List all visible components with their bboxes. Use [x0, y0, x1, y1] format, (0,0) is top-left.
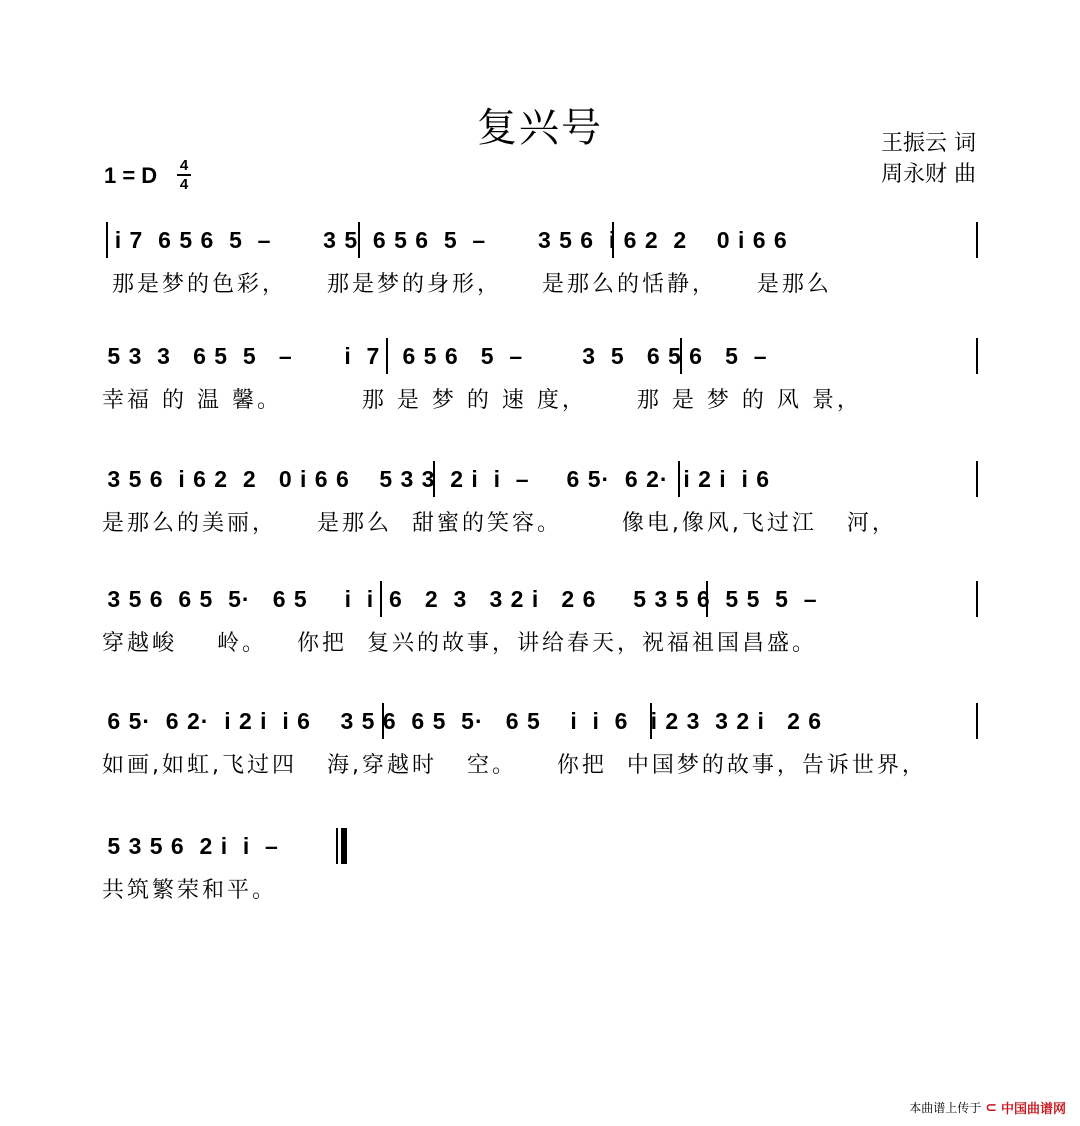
lyrics: 穿越峻 岭。 你把 复兴的故事，讲给春天，祝福祖国昌盛。	[102, 631, 817, 656]
song-title: 复兴号	[477, 105, 603, 151]
score-line-4	[100, 575, 990, 665]
final-barline	[341, 828, 347, 864]
notation: 3 5 6 i 6 2 2 0 i 6 6 5 3 3 2 i i – 6 5· 6 2· i 2 i i 6	[100, 466, 771, 492]
score-line-2	[100, 332, 990, 422]
time-denominator: 4	[179, 176, 189, 193]
notation: 3 5 6 6 5 5· 6 5 i i 6 2 3 3 2 i 2 6 5 3 5 6 5 5 5 –	[100, 586, 818, 612]
lyrics: 共筑繁荣和平。	[102, 878, 278, 903]
footer-text: 本曲谱上传于	[909, 1101, 982, 1115]
lyrics: 那是梦的色彩， 那是梦的身形， 是那么的恬静， 是那么	[102, 272, 832, 297]
notation: i 7 6 5 6 5 – 3 5 6 5 6 5 – 3 5 6 i 6 2 2 0 i 6 6	[100, 227, 788, 253]
lyrics: 幸福 的 温 馨。 那 是 梦 的 速 度， 那 是 梦 的 风 景，	[102, 388, 862, 413]
footer-site[interactable]: 中国曲谱网	[1000, 1102, 1066, 1117]
lyricist: 王振云 词	[881, 131, 976, 156]
composer: 周永财 曲	[881, 162, 976, 187]
site-logo-icon: ⊂	[985, 1099, 997, 1116]
score-line-5	[100, 697, 990, 787]
notation: 5 3 3 6 5 5 – i 7 6 5 6 5 – 3 5 6 5 6 5 –	[100, 343, 768, 369]
lyrics: 如画,如虹,飞过四 海,穿越时 空。 你把 中国梦的故事，告诉世界，	[102, 753, 927, 778]
score-line-6	[100, 822, 990, 912]
notation: 5 3 5 6 2 i i –	[100, 833, 279, 859]
key-signature: 1 = D	[104, 163, 158, 188]
credits	[881, 128, 976, 190]
barline	[336, 828, 338, 864]
lyrics: 是那么的美丽， 是那么 甜蜜的笑容。 像电,像风,飞过江 河，	[102, 511, 897, 536]
time-numerator: 4	[179, 157, 189, 174]
score-line-3	[100, 455, 990, 545]
notation: 6 5· 6 2· i 2 i i 6 3 5 6 6 5 5· 6 5 i i 6 i 2 3 3 2 i 2 6	[100, 708, 823, 734]
footer	[909, 1098, 1066, 1117]
time-signature	[177, 158, 191, 192]
score-line-1	[100, 216, 990, 306]
